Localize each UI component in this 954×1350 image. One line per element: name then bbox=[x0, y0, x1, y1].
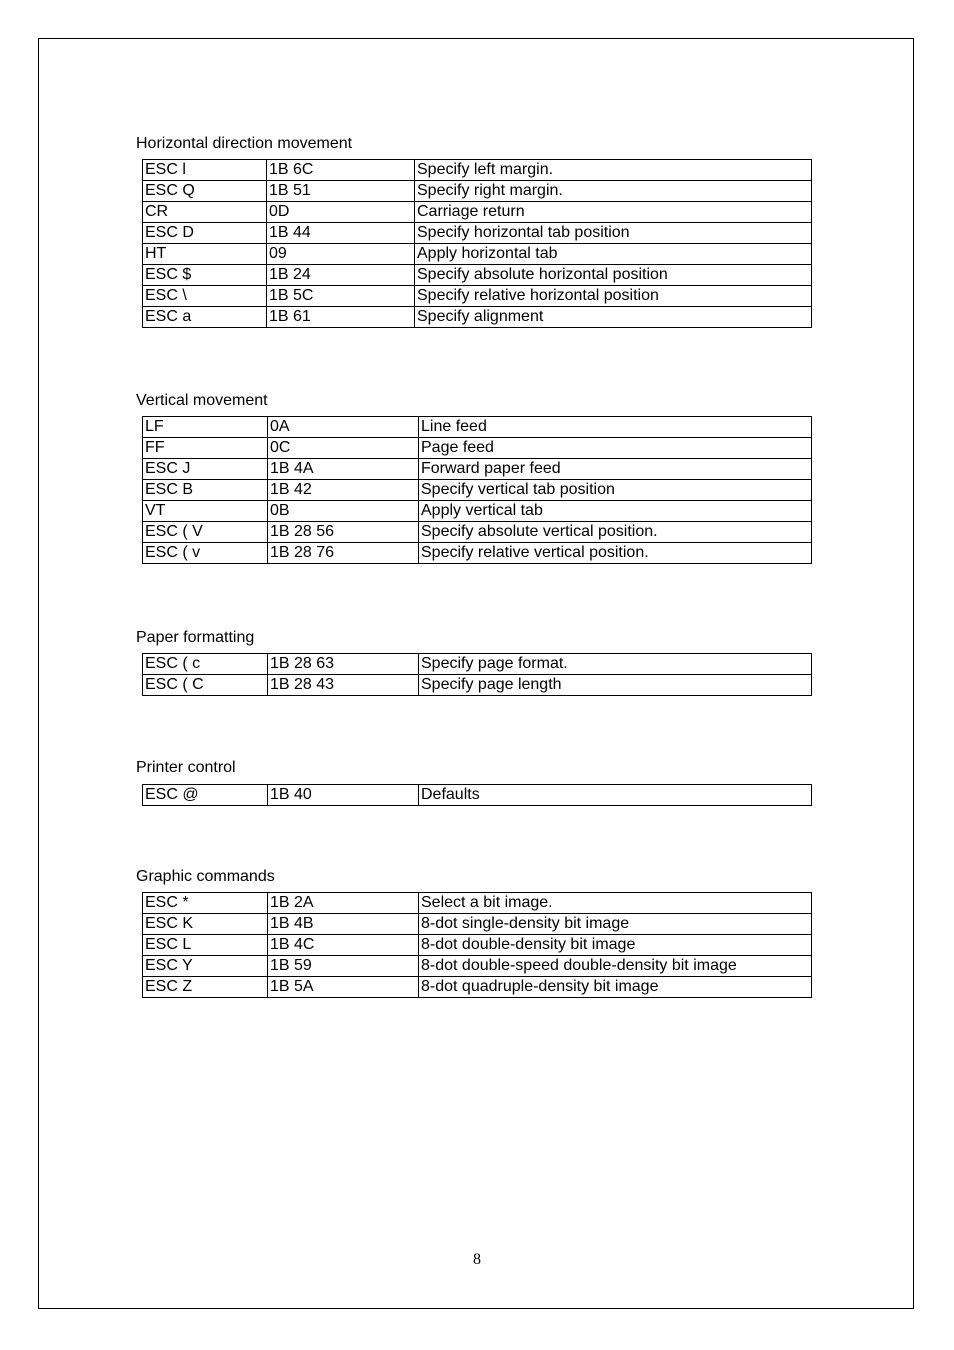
table-paper-formatting bbox=[142, 653, 812, 696]
description-cell: Select a bit image. bbox=[419, 893, 812, 914]
section-title-graphic-commands: Graphic commands bbox=[136, 868, 275, 885]
command-cell: ESC D bbox=[143, 223, 267, 244]
description-cell: Specify page length bbox=[419, 675, 812, 696]
command-cell: HT bbox=[143, 244, 267, 265]
description-cell: 8-dot double-density bit image bbox=[419, 935, 812, 956]
table-graphic-commands bbox=[142, 892, 812, 998]
hex-cell: 1B 28 56 bbox=[268, 522, 419, 543]
table-row bbox=[143, 654, 812, 675]
table-row bbox=[143, 181, 812, 202]
table-row bbox=[143, 501, 812, 522]
description-cell: Specify left margin. bbox=[415, 160, 812, 181]
command-cell: ESC K bbox=[143, 914, 268, 935]
hex-cell: 1B 24 bbox=[267, 265, 415, 286]
command-cell: ESC ( v bbox=[143, 543, 268, 564]
hex-cell: 1B 44 bbox=[267, 223, 415, 244]
table-row bbox=[143, 893, 812, 914]
hex-cell: 1B 42 bbox=[268, 480, 419, 501]
command-cell: ESC $ bbox=[143, 265, 267, 286]
command-cell: ESC ( C bbox=[143, 675, 268, 696]
section-title-printer-control: Printer control bbox=[136, 759, 236, 776]
description-cell: Apply vertical tab bbox=[419, 501, 812, 522]
description-cell: 8-dot double-speed double-density bit image bbox=[419, 956, 812, 977]
command-cell: ESC a bbox=[143, 307, 267, 328]
table-row bbox=[143, 244, 812, 265]
hex-cell: 1B 5A bbox=[268, 977, 419, 998]
table-row bbox=[143, 522, 812, 543]
description-cell: Specify absolute horizontal position bbox=[415, 265, 812, 286]
hex-cell: 1B 40 bbox=[268, 785, 419, 806]
table-row bbox=[143, 417, 812, 438]
command-cell: ESC J bbox=[143, 459, 268, 480]
table-row bbox=[143, 675, 812, 696]
description-cell: Specify relative vertical position. bbox=[419, 543, 812, 564]
hex-cell: 1B 51 bbox=[267, 181, 415, 202]
section-title-horizontal: Horizontal direction movement bbox=[136, 135, 353, 152]
table-printer-control bbox=[142, 784, 812, 806]
description-cell: Specify absolute vertical position. bbox=[419, 522, 812, 543]
table-row bbox=[143, 977, 812, 998]
table-vertical-movement bbox=[142, 416, 812, 564]
hex-cell: 0C bbox=[268, 438, 419, 459]
description-cell: 8-dot quadruple-density bit image bbox=[419, 977, 812, 998]
table-row bbox=[143, 223, 812, 244]
hex-cell: 1B 2A bbox=[268, 893, 419, 914]
description-cell: Specify vertical tab position bbox=[419, 480, 812, 501]
table-row bbox=[143, 459, 812, 480]
table-row bbox=[143, 286, 812, 307]
command-cell: LF bbox=[143, 417, 268, 438]
description-cell: Specify page format. bbox=[419, 654, 812, 675]
hex-cell: 09 bbox=[267, 244, 415, 265]
command-cell: ESC Z bbox=[143, 977, 268, 998]
description-cell: Specify alignment bbox=[415, 307, 812, 328]
hex-cell: 1B 59 bbox=[268, 956, 419, 977]
description-cell: Carriage return bbox=[415, 202, 812, 223]
table-row bbox=[143, 935, 812, 956]
section-title-paper-formatting: Paper formatting bbox=[136, 629, 255, 646]
description-cell: Defaults bbox=[419, 785, 812, 806]
hex-cell: 0D bbox=[267, 202, 415, 223]
command-cell: ESC l bbox=[143, 160, 267, 181]
hex-cell: 1B 28 63 bbox=[268, 654, 419, 675]
command-cell: ESC \ bbox=[143, 286, 267, 307]
description-cell: Line feed bbox=[419, 417, 812, 438]
description-cell: 8-dot single-density bit image bbox=[419, 914, 812, 935]
hex-cell: 1B 5C bbox=[267, 286, 415, 307]
hex-cell: 1B 28 43 bbox=[268, 675, 419, 696]
hex-cell: 1B 61 bbox=[267, 307, 415, 328]
command-cell: ESC @ bbox=[143, 785, 268, 806]
table-row bbox=[143, 160, 812, 181]
hex-cell: 0B bbox=[268, 501, 419, 522]
description-cell: Specify horizontal tab position bbox=[415, 223, 812, 244]
hex-cell: 1B 28 76 bbox=[268, 543, 419, 564]
description-cell: Specify relative horizontal position bbox=[415, 286, 812, 307]
description-cell: Forward paper feed bbox=[419, 459, 812, 480]
command-cell: ESC L bbox=[143, 935, 268, 956]
table-row bbox=[143, 914, 812, 935]
command-cell: ESC B bbox=[143, 480, 268, 501]
command-cell: ESC ( c bbox=[143, 654, 268, 675]
command-cell: ESC Y bbox=[143, 956, 268, 977]
description-cell: Specify right margin. bbox=[415, 181, 812, 202]
table-horizontal-movement bbox=[142, 159, 812, 328]
command-cell: ESC Q bbox=[143, 181, 267, 202]
table-row bbox=[143, 265, 812, 286]
table-row bbox=[143, 785, 812, 806]
table-row bbox=[143, 480, 812, 501]
description-cell: Apply horizontal tab bbox=[415, 244, 812, 265]
hex-cell: 0A bbox=[268, 417, 419, 438]
description-cell: Page feed bbox=[419, 438, 812, 459]
hex-cell: 1B 4A bbox=[268, 459, 419, 480]
table-row bbox=[143, 307, 812, 328]
command-cell: CR bbox=[143, 202, 267, 223]
table-row bbox=[143, 543, 812, 564]
command-cell: VT bbox=[143, 501, 268, 522]
command-cell: ESC * bbox=[143, 893, 268, 914]
hex-cell: 1B 4C bbox=[268, 935, 419, 956]
hex-cell: 1B 4B bbox=[268, 914, 419, 935]
hex-cell: 1B 6C bbox=[267, 160, 415, 181]
command-cell: FF bbox=[143, 438, 268, 459]
table-row bbox=[143, 202, 812, 223]
command-cell: ESC ( V bbox=[143, 522, 268, 543]
page-number: 8 bbox=[473, 1251, 481, 1268]
section-title-vertical: Vertical movement bbox=[136, 392, 268, 409]
table-row bbox=[143, 956, 812, 977]
table-row bbox=[143, 438, 812, 459]
